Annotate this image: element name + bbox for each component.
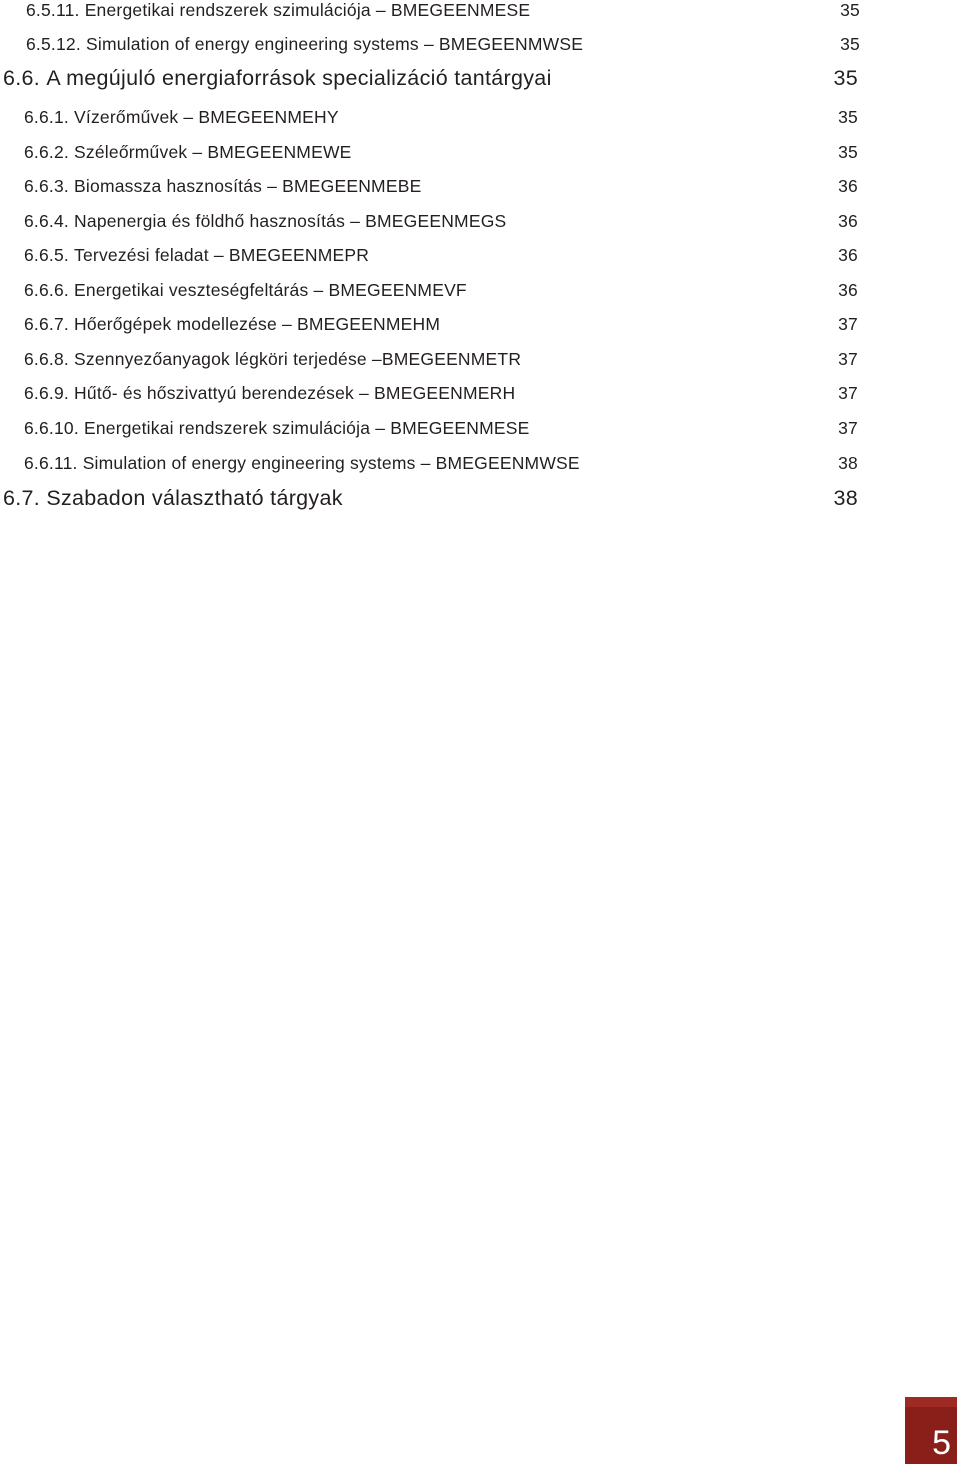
toc-entry-page: 38 <box>838 453 858 473</box>
toc-entry-title: Biomassza hasznosítás – BMEGEENMEBE <box>74 176 422 196</box>
toc-entry[interactable] <box>24 418 858 440</box>
toc-entry-number: 6.6.5. <box>24 245 69 265</box>
toc-entry-page: 36 <box>838 245 858 265</box>
toc-entry[interactable] <box>24 349 858 371</box>
toc-entry-title: Energetikai rendszerek szimulációja – BMEGEENMESE <box>84 0 531 20</box>
toc-entry-number: 6.6.6. <box>24 280 69 300</box>
toc-entry[interactable] <box>26 0 860 22</box>
toc-entry-title: Energetikai rendszerek szimulációja – BMEGEENMESE <box>83 418 530 438</box>
toc-entry-title: Szabadon választható tárgyak <box>46 486 343 510</box>
toc-entry-number: 6.6.1. <box>24 107 69 127</box>
toc-entry-number: 6.6.2. <box>24 142 69 162</box>
toc-entry[interactable] <box>24 453 858 475</box>
toc-entry[interactable] <box>24 211 858 233</box>
toc-entry-page: 36 <box>838 280 858 300</box>
toc-entry-number: 6.6.10. <box>24 418 79 438</box>
toc-entry-page: 36 <box>838 176 858 196</box>
toc-entry-number: 6.6.7. <box>24 314 69 334</box>
toc-entry[interactable] <box>24 107 858 129</box>
toc-entry-number: 6.6.3. <box>24 176 69 196</box>
toc-entry[interactable] <box>24 245 858 267</box>
toc-entry-page: 37 <box>838 383 858 403</box>
toc-entry-title: Simulation of energy engineering systems – BMEGEENMWSE <box>82 453 580 473</box>
toc-entry-page: 37 <box>838 418 858 438</box>
toc-entry-title: Hűtő- és hőszivattyú berendezések – BMEGEENMERH <box>74 383 516 403</box>
toc-entry-title: A megújuló energiaforrások specializáció tantárgyai <box>46 66 552 90</box>
toc-entry-number: 6.6.11. <box>24 453 78 473</box>
toc-entry-page: 36 <box>838 211 858 231</box>
toc-entry-page: 35 <box>833 66 858 90</box>
toc-entry-number: 6.6.9. <box>24 383 69 403</box>
toc-entry-title: Simulation of energy engineering systems – BMEGEENMWSE <box>85 34 584 54</box>
toc-entry-number: 6.6.8. <box>24 349 69 369</box>
page-number-badge <box>905 1397 957 1464</box>
toc-entry-page: 38 <box>833 486 858 510</box>
toc-entry-page: 37 <box>838 349 858 369</box>
toc-entry-title: Tervezési feladat – BMEGEENMEPR <box>74 245 370 265</box>
toc-entry-title: Szennyezőanyagok légköri terjedése –BMEGEENMETR <box>74 349 522 369</box>
toc-entry-section[interactable] <box>3 486 858 514</box>
toc-entry-title: Széleőrművek – BMEGEENMEWE <box>74 142 352 162</box>
toc-entry-title: Vízerőművek – BMEGEENMEHY <box>74 107 339 127</box>
page-number: 5 <box>932 1424 951 1462</box>
toc-entry[interactable] <box>24 314 858 336</box>
toc-entry-page: 35 <box>838 142 858 162</box>
toc-entry-page: 37 <box>838 314 858 334</box>
toc-entry[interactable] <box>24 383 858 405</box>
toc-entry-number: 6.7. <box>3 486 41 510</box>
toc-entry-page: 35 <box>840 34 860 54</box>
toc-entry-title: Hőerőgépek modellezése – BMEGEENMEHM <box>74 314 441 334</box>
toc-entry-number: 6.6. <box>3 66 41 90</box>
toc-entry-number: 6.5.11. <box>26 0 80 20</box>
toc-entry[interactable] <box>26 34 860 56</box>
toc-entry-section[interactable] <box>3 66 858 94</box>
toc-entry[interactable] <box>24 142 858 164</box>
toc-entry-page: 35 <box>840 0 860 20</box>
toc-entry[interactable] <box>24 176 858 198</box>
toc-entry-number: 6.6.4. <box>24 211 69 231</box>
toc-entry-title: Energetikai veszteségfeltárás – BMEGEENMEVF <box>74 280 467 300</box>
toc-entry-number: 6.5.12. <box>26 34 81 54</box>
toc-entry[interactable] <box>24 280 858 302</box>
page-badge-top-bar <box>905 1397 957 1407</box>
toc-entry-title: Napenergia és földhő hasznosítás – BMEGEENMEGS <box>74 211 507 231</box>
toc-entry-page: 35 <box>838 107 858 127</box>
